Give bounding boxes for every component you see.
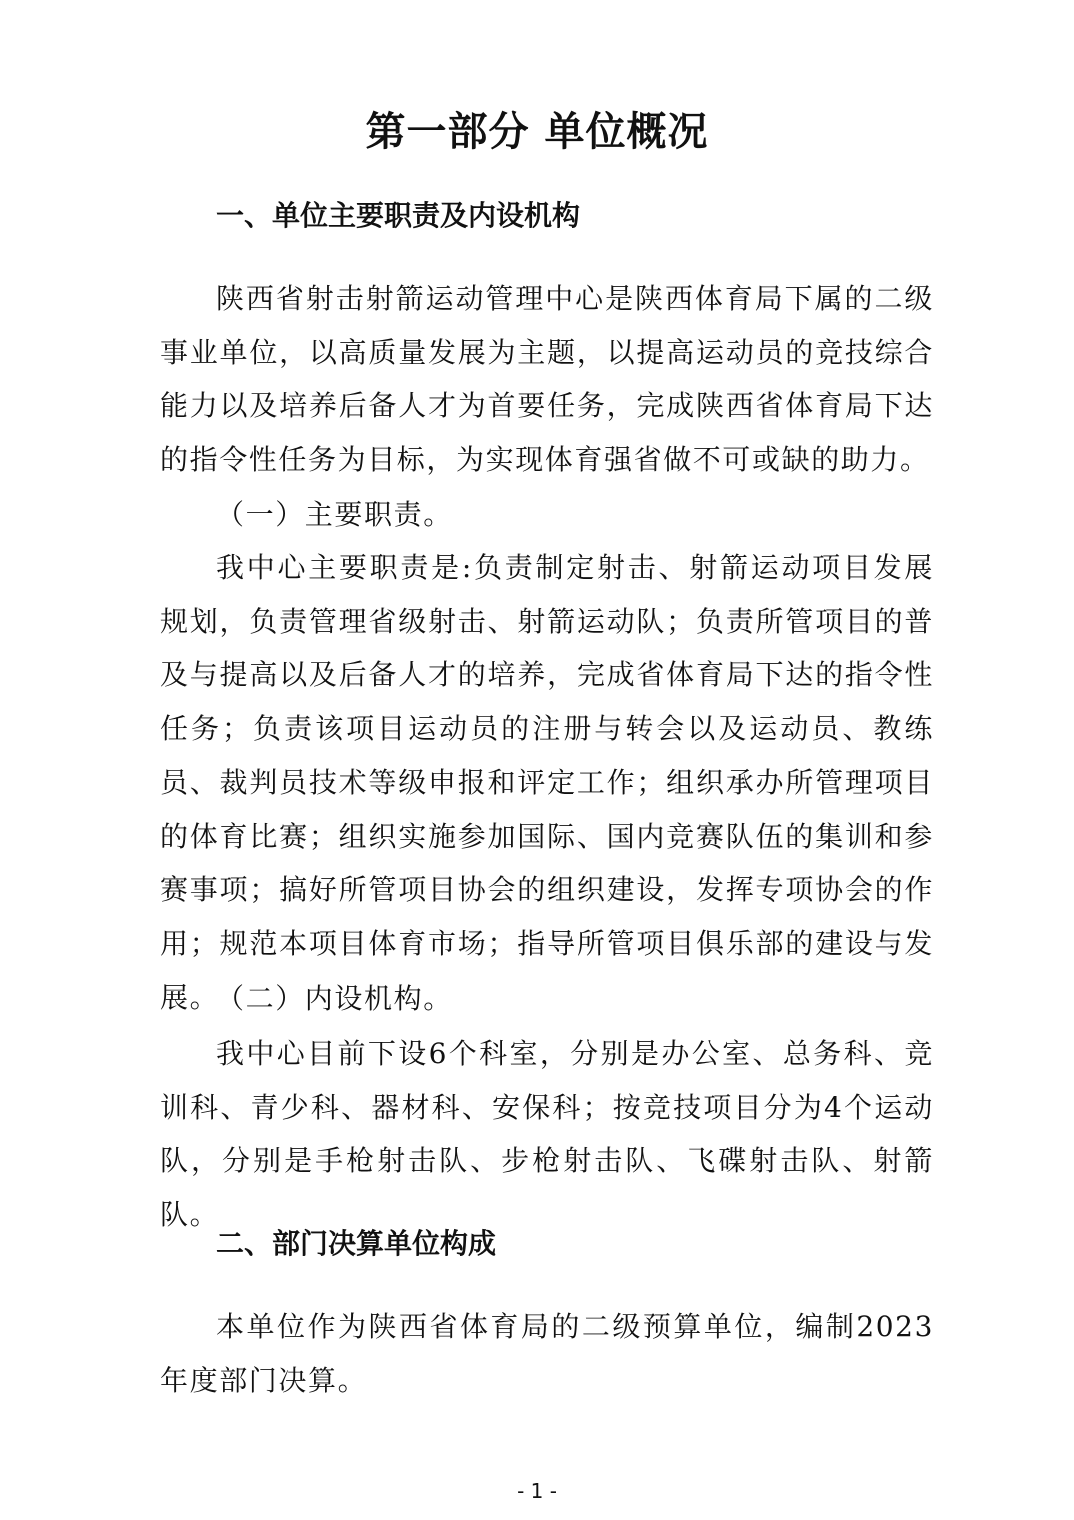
intro-paragraph: 陕西省射击射箭运动管理中心是陕西体育局下属的二级事业单位，以高质量发展为主题，以提高运动员的竞技综合能力以及培养后备人才为首要任务，完成陕西省体育局下达的指令性任务为目标，为实现体育强省做不可或缺的助力。 bbox=[160, 282, 934, 477]
subsection-heading-internal-structure: （二）内设机构。 bbox=[216, 982, 453, 1015]
subsection-heading-main-duties: （一）主要职责。 bbox=[216, 498, 453, 531]
internal-structure-paragraph: 我中心目前下设6个科室，分别是办公室、总务科、竞训科、青少科、器材科、安保科；按竞技项目分为4个运动队，分别是手枪射击队、步枪射击队、飞碟射击队、射箭队。 bbox=[160, 1037, 934, 1232]
main-duties-paragraph: 我中心主要职责是:负责制定射击、射箭运动项目发展规划，负责管理省级射击、射箭运动队；负责所管项目的普及与提高以及后备人才的培养，完成省体育局下达的指令性任务；负责该项目运动员的注册与转会以及运动员、教练员、裁判员技术等级申报和评定工作；组织承办所管理项目的体育比赛；组织实施参加国际、国内竞赛队伍的集训和参赛事项；搞好所管项目协会的组织建设，发挥专项协会的作用；规范本项目体育市场；指导所管项目俱乐部的建设与发展。 bbox=[160, 551, 934, 1014]
section-heading-unit-composition: 二、部门决算单位构成 bbox=[216, 1227, 497, 1260]
section-heading-duties-and-structure: 一、单位主要职责及内设机构 bbox=[216, 199, 581, 232]
page-title: 第一部分 单位概况 bbox=[365, 108, 709, 155]
page-number: - 1 - bbox=[517, 1479, 557, 1503]
unit-composition-paragraph: 本单位作为陕西省体育局的二级预算单位，编制2023年度部门决算。 bbox=[160, 1310, 934, 1397]
